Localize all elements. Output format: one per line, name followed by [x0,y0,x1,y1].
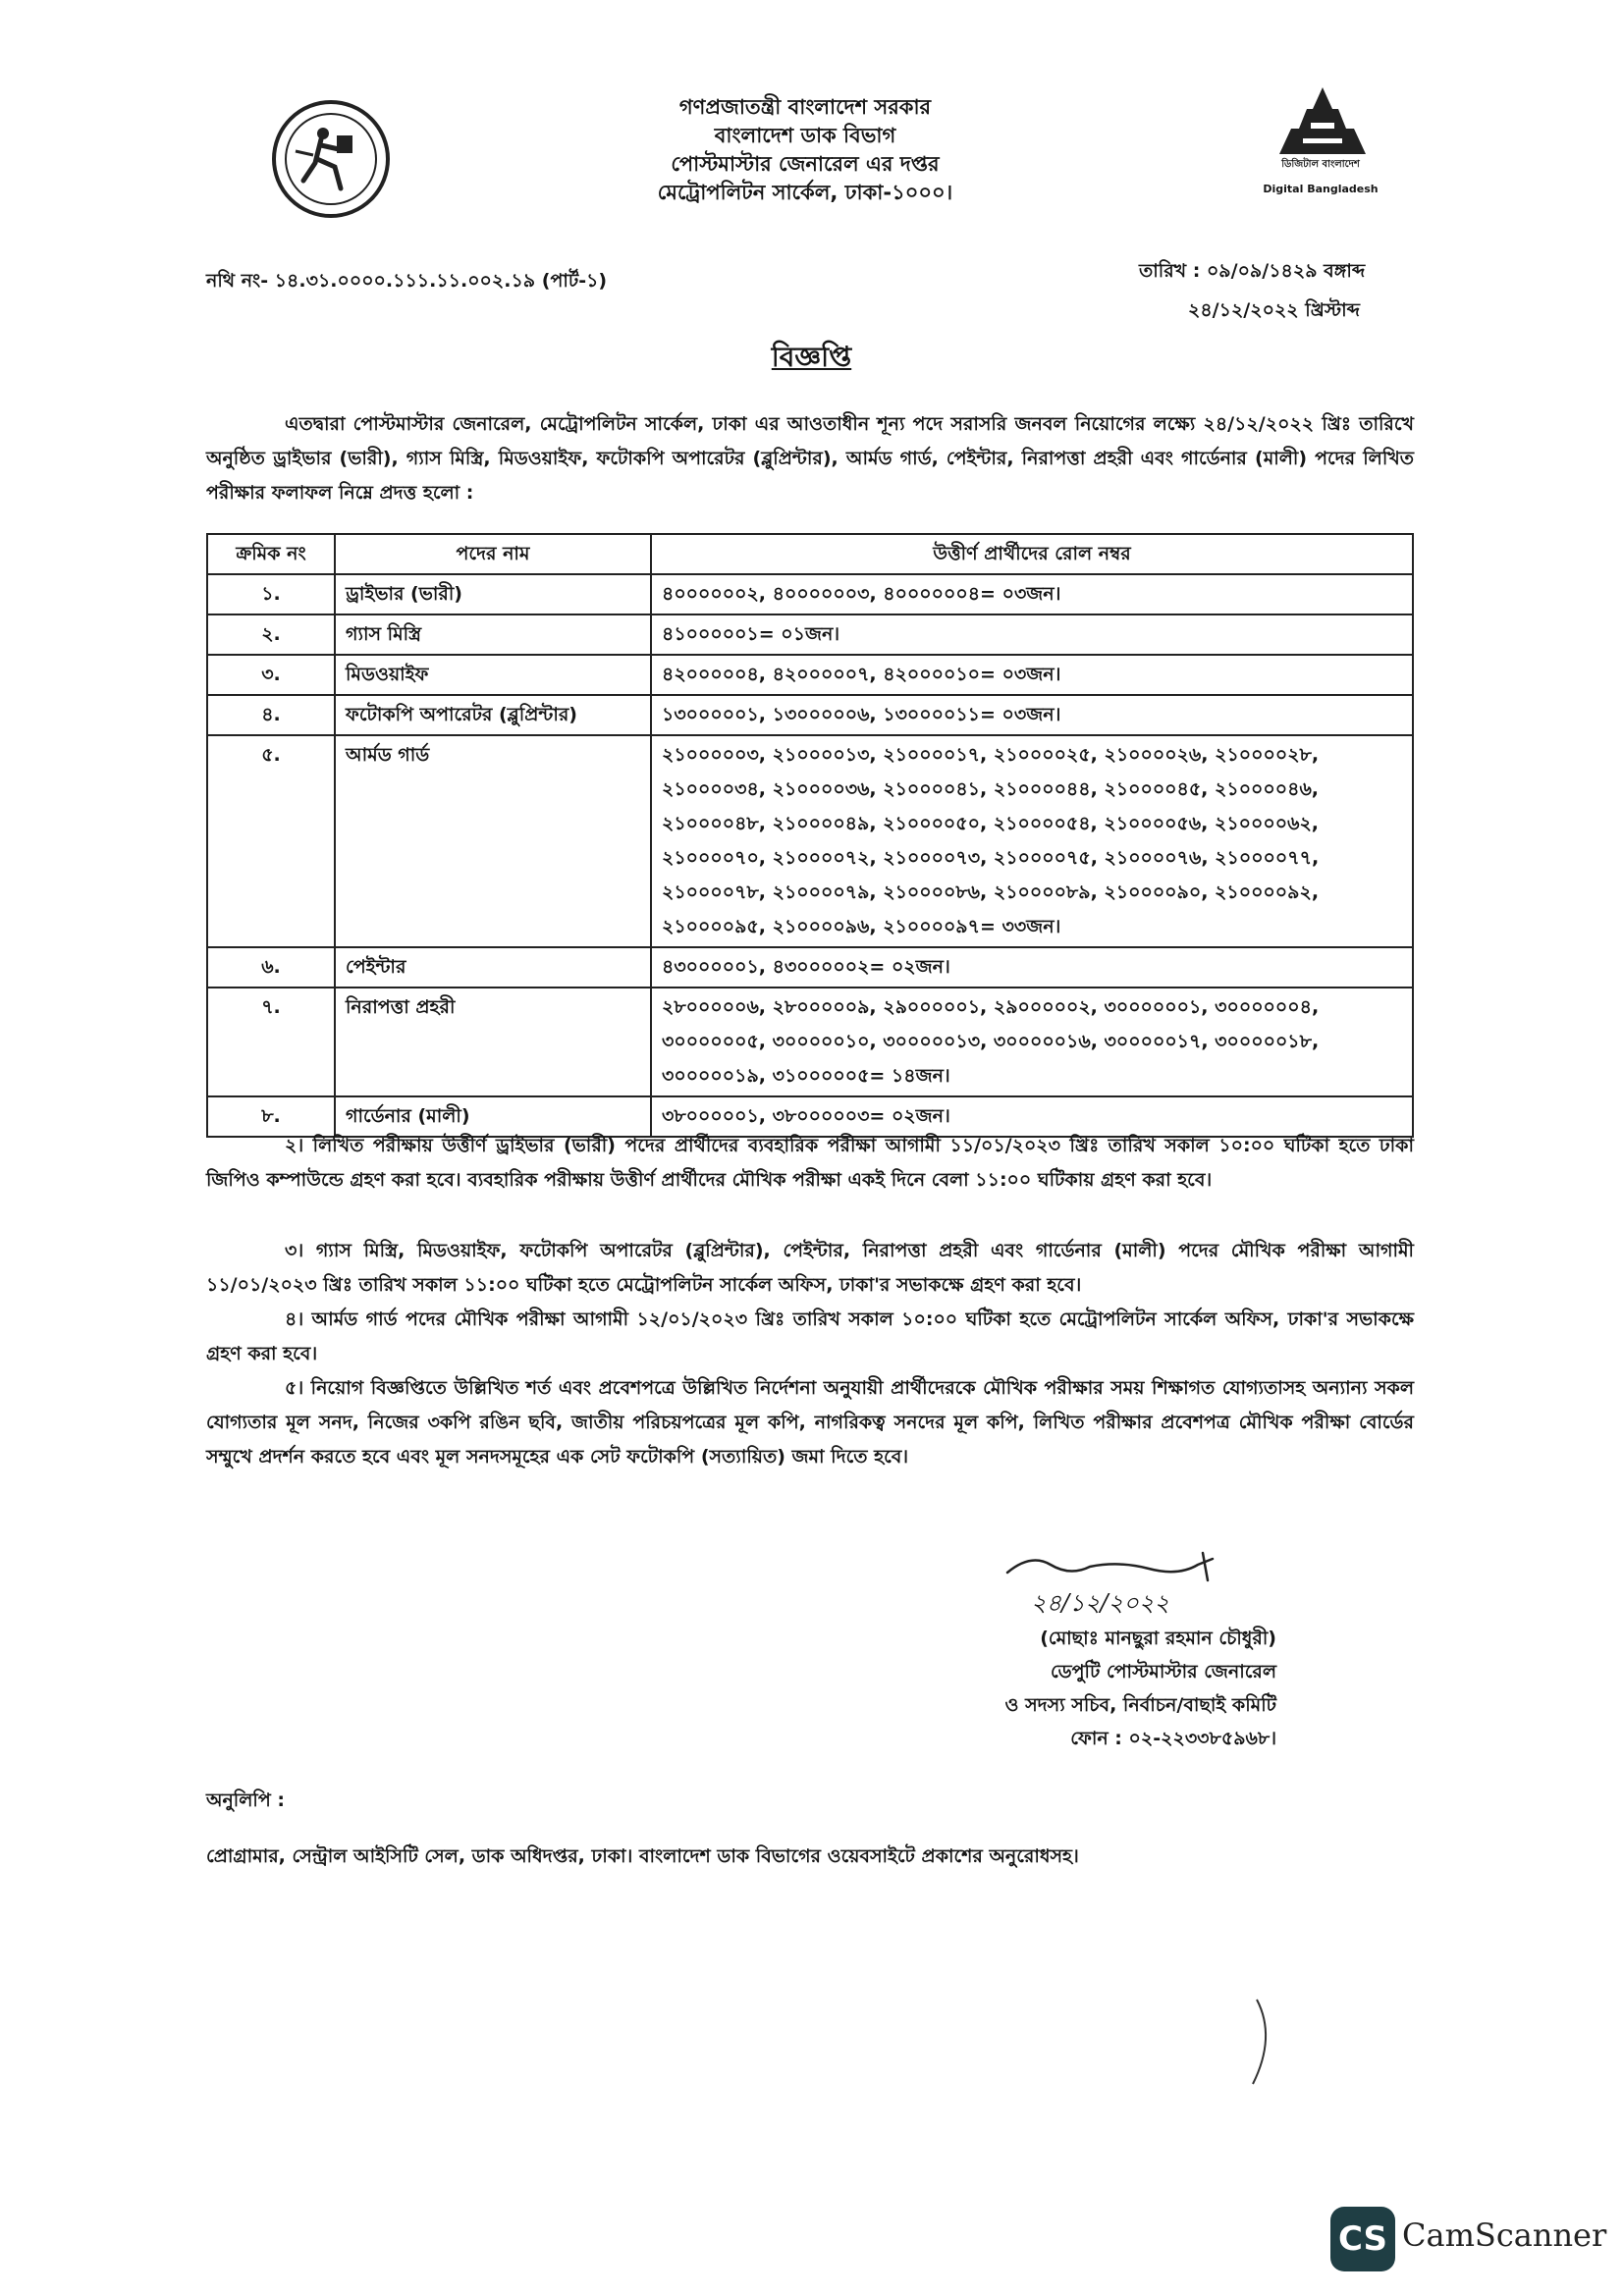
row-post: ফটোকপি অপারেটর (ব্লুপ্রিন্টার) [335,695,651,735]
row-rolls: ৪৩০০০০০১, ৪৩০০০০০২= ০২জন। [651,947,1413,988]
table-row [207,574,1413,614]
row-rolls: ২৮০০০০০৬, ২৮০০০০০৯, ২৯০০০০০১, ২৯০০০০০২, ৩০০০০০০১, ৩০০০০০০৪, ৩০০০০০০৫, ৩০০০০০১০, ৩০০০০০১৩, ৩০০০০০১৬, ৩০০০০০১৭, ৩০০০০০১৮, ৩০০০০০১৯, ৩১০০০০০৫= ১৪জন। [651,988,1413,1096]
table-row [207,614,1413,655]
row-post: আর্মড গার্ড [335,735,651,947]
signature-date: ২৪/১২/২০২২ [1031,1589,1169,1617]
table-row [207,695,1413,735]
paragraph-2: ২। লিখিত পরীক্ষায় উত্তীর্ণ ড্রাইভার (ভারী) পদের প্রার্থীদের ব্যবহারিক পরীক্ষা আগামী ১১/০১/২০২৩ খ্রিঃ তারিখ সকাল ১০:০০ ঘটিকা হতে ঢাকা জিপিও কম্পাউন্ডে গ্রহণ করা হবে। ব্যবহারিক পরীক্ষায় উত্তীর্ণ প্রার্থীদের মৌখিক পরীক্ষা একই দিনে বেলা ১১:০০ ঘটিকায় গ্রহণ করা হবে। [206,1135,1414,1191]
row-rolls: ৪২০০০০০৪, ৪২০০০০০৭, ৪২০০০০১০= ০৩জন। [651,655,1413,695]
table-row [207,735,1413,947]
signer-block [943,1622,1276,1755]
row-serial: ৮. [207,1096,335,1137]
table-header-row [207,534,1413,574]
paragraph-3: ৩। গ্যাস মিস্ত্রি, মিডওয়াইফ, ফটোকপি অপারেটর (ব্লুপ্রিন্টার), পেইন্টার, নিরাপত্তা প্রহরী এবং গার্ডেনার (মালী) পদের মৌখিক পরীক্ষা আগামী ১১/০১/২০২৩ খ্রিঃ তারিখ সকাল ১১:০০ ঘটিকা হতে মেট্রোপলিটন সার্কেল অফিস, ঢাকা'র সভাকক্ষে গ্রহণ করা হবে। [206,1240,1414,1296]
office-header [550,93,1060,207]
camscanner-watermark: CamScanner [1402,2216,1607,2254]
date-bangla: তারিখ : ০৯/০৯/১৪২৯ বঙ্গাব্দ [1139,260,1366,282]
header-office: পোস্টমাস্টার জেনারেল এর দপ্তর [671,152,940,176]
header-govt: গণপ্রজাতন্ত্রী বাংলাদেশ সরকার [678,95,932,119]
row-post: ড্রাইভার (ভারী) [335,574,651,614]
header-serial: ক্রমিক নং [207,534,335,574]
intro-paragraph: এতদ্বারা পোস্টমাস্টার জেনারেল, মেট্রোপলিটন সার্কেল, ঢাকা এর আওতাধীন শূন্য পদে সরাসরি জনবল নিয়োগের লক্ষ্যে ২৪/১২/২০২২ খ্রিঃ তারিখে অনুষ্ঠিত ড্রাইভার (ভারী), গ্যাস মিস্ত্রি, মিডওয়াইফ, ফটোকপি অপারেটর (ব্লুপ্রিন্টার), আর্মড গার্ড, পেইন্টার, নিরাপত্তা প্রহরী এবং গার্ডেনার (মালী) পদের লিখিত পরীক্ষার ফলাফল নিম্নে প্রদত্ত হলো : [206,413,1414,504]
table-row [207,988,1413,1096]
row-serial: ৫. [207,735,335,947]
copy-text: প্রোগ্রামার, সেন্ট্রাল আইসিটি সেল, ডাক অধিদপ্তর, ঢাকা। বাংলাদেশ ডাক বিভাগের ওয়েবসাইটে প্রকাশের অনুরোধসহ। [206,1845,1079,1867]
date-gregorian: ২৪/১২/২০২২ খ্রিস্টাব্দ [1188,299,1360,321]
row-serial: ৪. [207,695,335,735]
row-rolls: ৪১০০০০০১= ০১জন। [651,614,1413,655]
paragraph-4: ৪। আর্মড গার্ড পদের মৌখিক পরীক্ষা আগামী ১২/০১/২০২৩ খ্রিঃ তারিখ সকাল ১০:০০ ঘটিকা হতে মেট্রোপলিটন সার্কেল অফিস, ঢাকা'র সভাকক্ষে গ্রহণ করা হবে। [206,1308,1414,1364]
row-post: পেইন্টার [335,947,651,988]
row-serial: ৭. [207,988,335,1096]
notice-title: বিজ্ঞপ্তি [771,341,852,373]
header-circle: মেট্রোপলিটন সার্কেল, ঢাকা-১০০০। [657,181,953,204]
digital-bangladesh-label: Digital Bangladesh [1263,183,1379,195]
memo-number: নথি নং- ১৪.৩১.০০০০.১১১.১১.০০২.১৯ (পার্ট-১) [206,270,608,292]
header-post: পদের নাম [335,534,651,574]
row-rolls: ১৩০০০০০১, ১৩০০০০০৬, ১৩০০০০১১= ০৩জন। [651,695,1413,735]
row-post: নিরাপত্তা প্রহরী [335,988,651,1096]
digital-bangladesh-caption: ডিজিটাল বাংলাদেশ [1281,159,1360,170]
paragraph-5: ৫। নিয়োগ বিজ্ঞপ্তিতে উল্লিখিত শর্ত এবং প্রবেশপত্রে উল্লিখিত নির্দেশনা অনুযায়ী প্রার্থীদেরকে মৌখিক পরীক্ষার সময় শিক্ষাগত যোগ্যতাসহ অন্যান্য সকল যোগ্যতার মূল সনদ, নিজের ৩কপি রঙিন ছবি, জাতীয় পরিচয়পত্রের মূল কপি, নাগরিকত্ব সনদের মূল কপি, লিখিত পরীক্ষার প্রবেশপত্র মৌখিক পরীক্ষা বোর্ডের সম্মুখে প্রদর্শন করতে হবে এবং মূল সনদসমূহের এক সেট ফটোকপি (সত্যায়িত) জমা দিতে হবে। [206,1377,1414,1468]
row-serial: ৬. [207,947,335,988]
row-serial: ১. [207,574,335,614]
row-post: গার্ডেনার (মালী) [335,1096,651,1137]
post-emblem-icon [270,98,393,221]
pen-mark-icon [1247,1998,1286,2086]
signer-name: (মোছাঃ মানছুরা রহমান চৌধুরী) [1040,1628,1276,1649]
table-row [207,655,1413,695]
row-rolls: ৩৮০০০০০১, ৩৮০০০০০৩= ০২জন। [651,1096,1413,1137]
row-rolls: ৪০০০০০০২, ৪০০০০০০৩, ৪০০০০০০৪= ০৩জন। [651,574,1413,614]
header-rolls: উত্তীর্ণ প্রার্থীদের রোল নম্বর [651,534,1413,574]
signer-phone: ফোন : ০২-২২৩৩৮৫৯৬৮। [1070,1728,1276,1749]
table-row [207,947,1413,988]
signer-role: ও সদস্য সচিব, নির্বাচন/বাছাই কমিটি [1004,1694,1276,1716]
row-serial: ৩. [207,655,335,695]
row-post: গ্যাস মিস্ত্রি [335,614,651,655]
row-rolls: ২১০০০০০৩, ২১০০০০১৩, ২১০০০০১৭, ২১০০০০২৫, ২১০০০০২৬, ২১০০০০২৮, ২১০০০০৩৪, ২১০০০০৩৬, ২১০০০০৪১, ২১০০০০৪৪, ২১০০০০৪৫, ২১০০০০৪৬, ২১০০০০৪৮, ২১০০০০৪৯, ২১০০০০৫০, ২১০০০০৫৪, ২১০০০০৫৬, ২১০০০০৬২, ২১০০০০৭০, ২১০০০০৭২, ২১০০০০৭৩, ২১০০০০৭৫, ২১০০০০৭৬, ২১০০০০৭৭, ২১০০০০৭৮, ২১০০০০৭৯, ২১০০০০৮৬, ২১০০০০৮৯, ২১০০০০৯০, ২১০০০০৯২, ২১০০০০৯৫, ২১০০০০৯৬, ২১০০০০৯৭= ৩৩জন। [651,735,1413,947]
row-serial: ২. [207,614,335,655]
results-table [206,533,1414,1138]
row-post: মিডওয়াইফ [335,655,651,695]
header-department: বাংলাদেশ ডাক বিভাগ [714,124,896,147]
digital-bangladesh-icon [1252,83,1394,221]
signer-designation: ডেপুটি পোস্টমাস্টার জেনারেল [1050,1661,1276,1682]
camscanner-logo-icon: CS [1330,2207,1395,2271]
copy-label: অনুলিপি : [206,1789,285,1811]
